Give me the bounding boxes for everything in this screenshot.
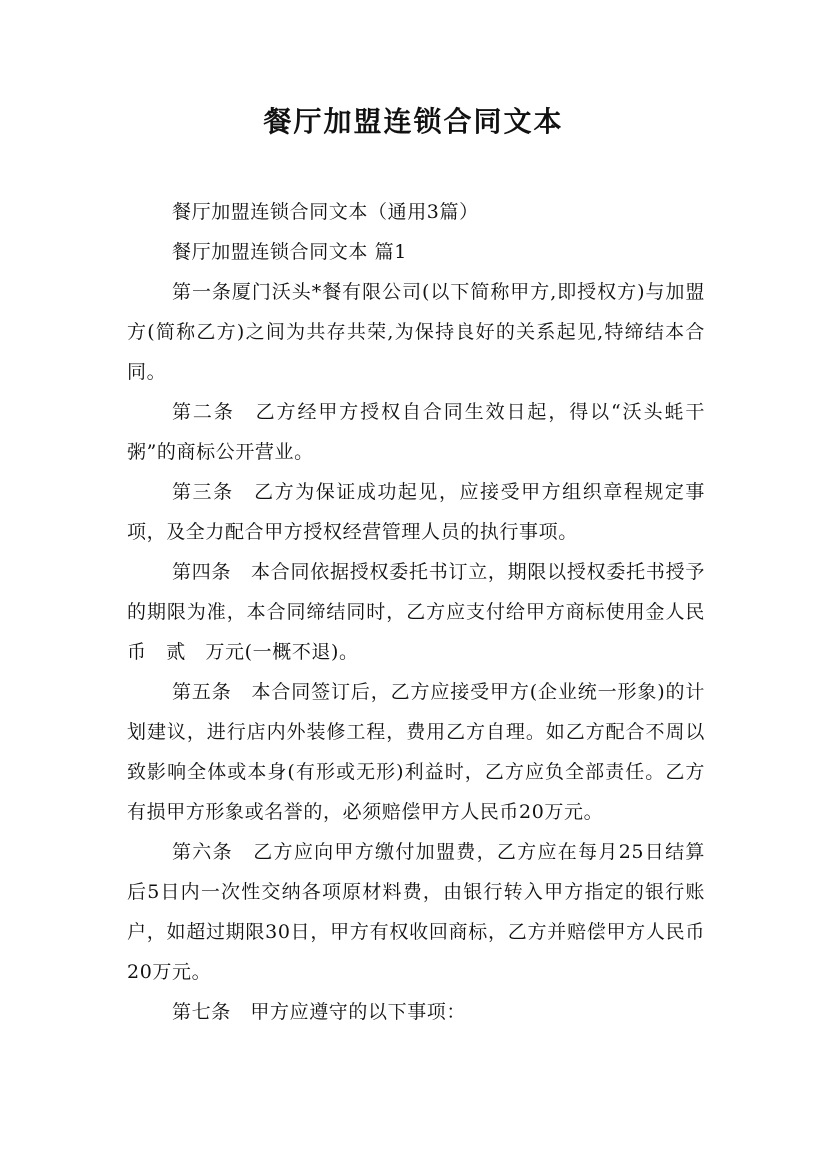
- paragraph-article-4: 第四条 本合同依据授权委托书订立，期限以授权委托书授予的期限为准，本合同缔结同时，乙方应支付给甲方商标使用金人民币 贰 万元(一概不退)。: [127, 561, 705, 663]
- document-body: [127, 192, 705, 1032]
- paragraph-article-6: 第六条 乙方应向甲方缴付加盟费，乙方应在每月25日结算后5日内一次性交纳各项原材料费，由银行转入甲方指定的银行账户，如超过期限30日，甲方有权收回商标，乙方并赔偿甲方人民币20万元。: [127, 841, 705, 983]
- paragraph-article-1: 第一条厦门沃头*餐有限公司(以下简称甲方,即授权方)与加盟方(简称乙方)之间为共存共荣,为保持良好的关系起见,特缔结本合同。: [127, 281, 705, 383]
- paragraph-part-title: 餐厅加盟连锁合同文本 篇1: [172, 241, 407, 263]
- paragraph-article-3: 第三条 乙方为保证成功起见，应接受甲方组织章程规定事项，及全力配合甲方授权经营管理人员的执行事项。: [127, 481, 705, 543]
- paragraph-heading: 餐厅加盟连锁合同文本（通用3篇）: [172, 201, 479, 223]
- document-title: 餐厅加盟连锁合同文本: [263, 105, 564, 138]
- paragraph-article-2: 第二条 乙方经甲方授权自合同生效日起，得以“沃头蚝干粥”的商标公开营业。: [127, 401, 705, 463]
- paragraph-article-5: 第五条 本合同签订后，乙方应接受甲方(企业统一形象)的计划建议，进行店内外装修工程，费用乙方自理。如乙方配合不周以致影响全体或本身(有形或无形)利益时，乙方应负全部责任。乙方有损甲方形象或名誉的，必须赔偿甲方人民币20万元。: [127, 681, 705, 823]
- paragraph-article-7: 第七条 甲方应遵守的以下事项：: [172, 1001, 467, 1023]
